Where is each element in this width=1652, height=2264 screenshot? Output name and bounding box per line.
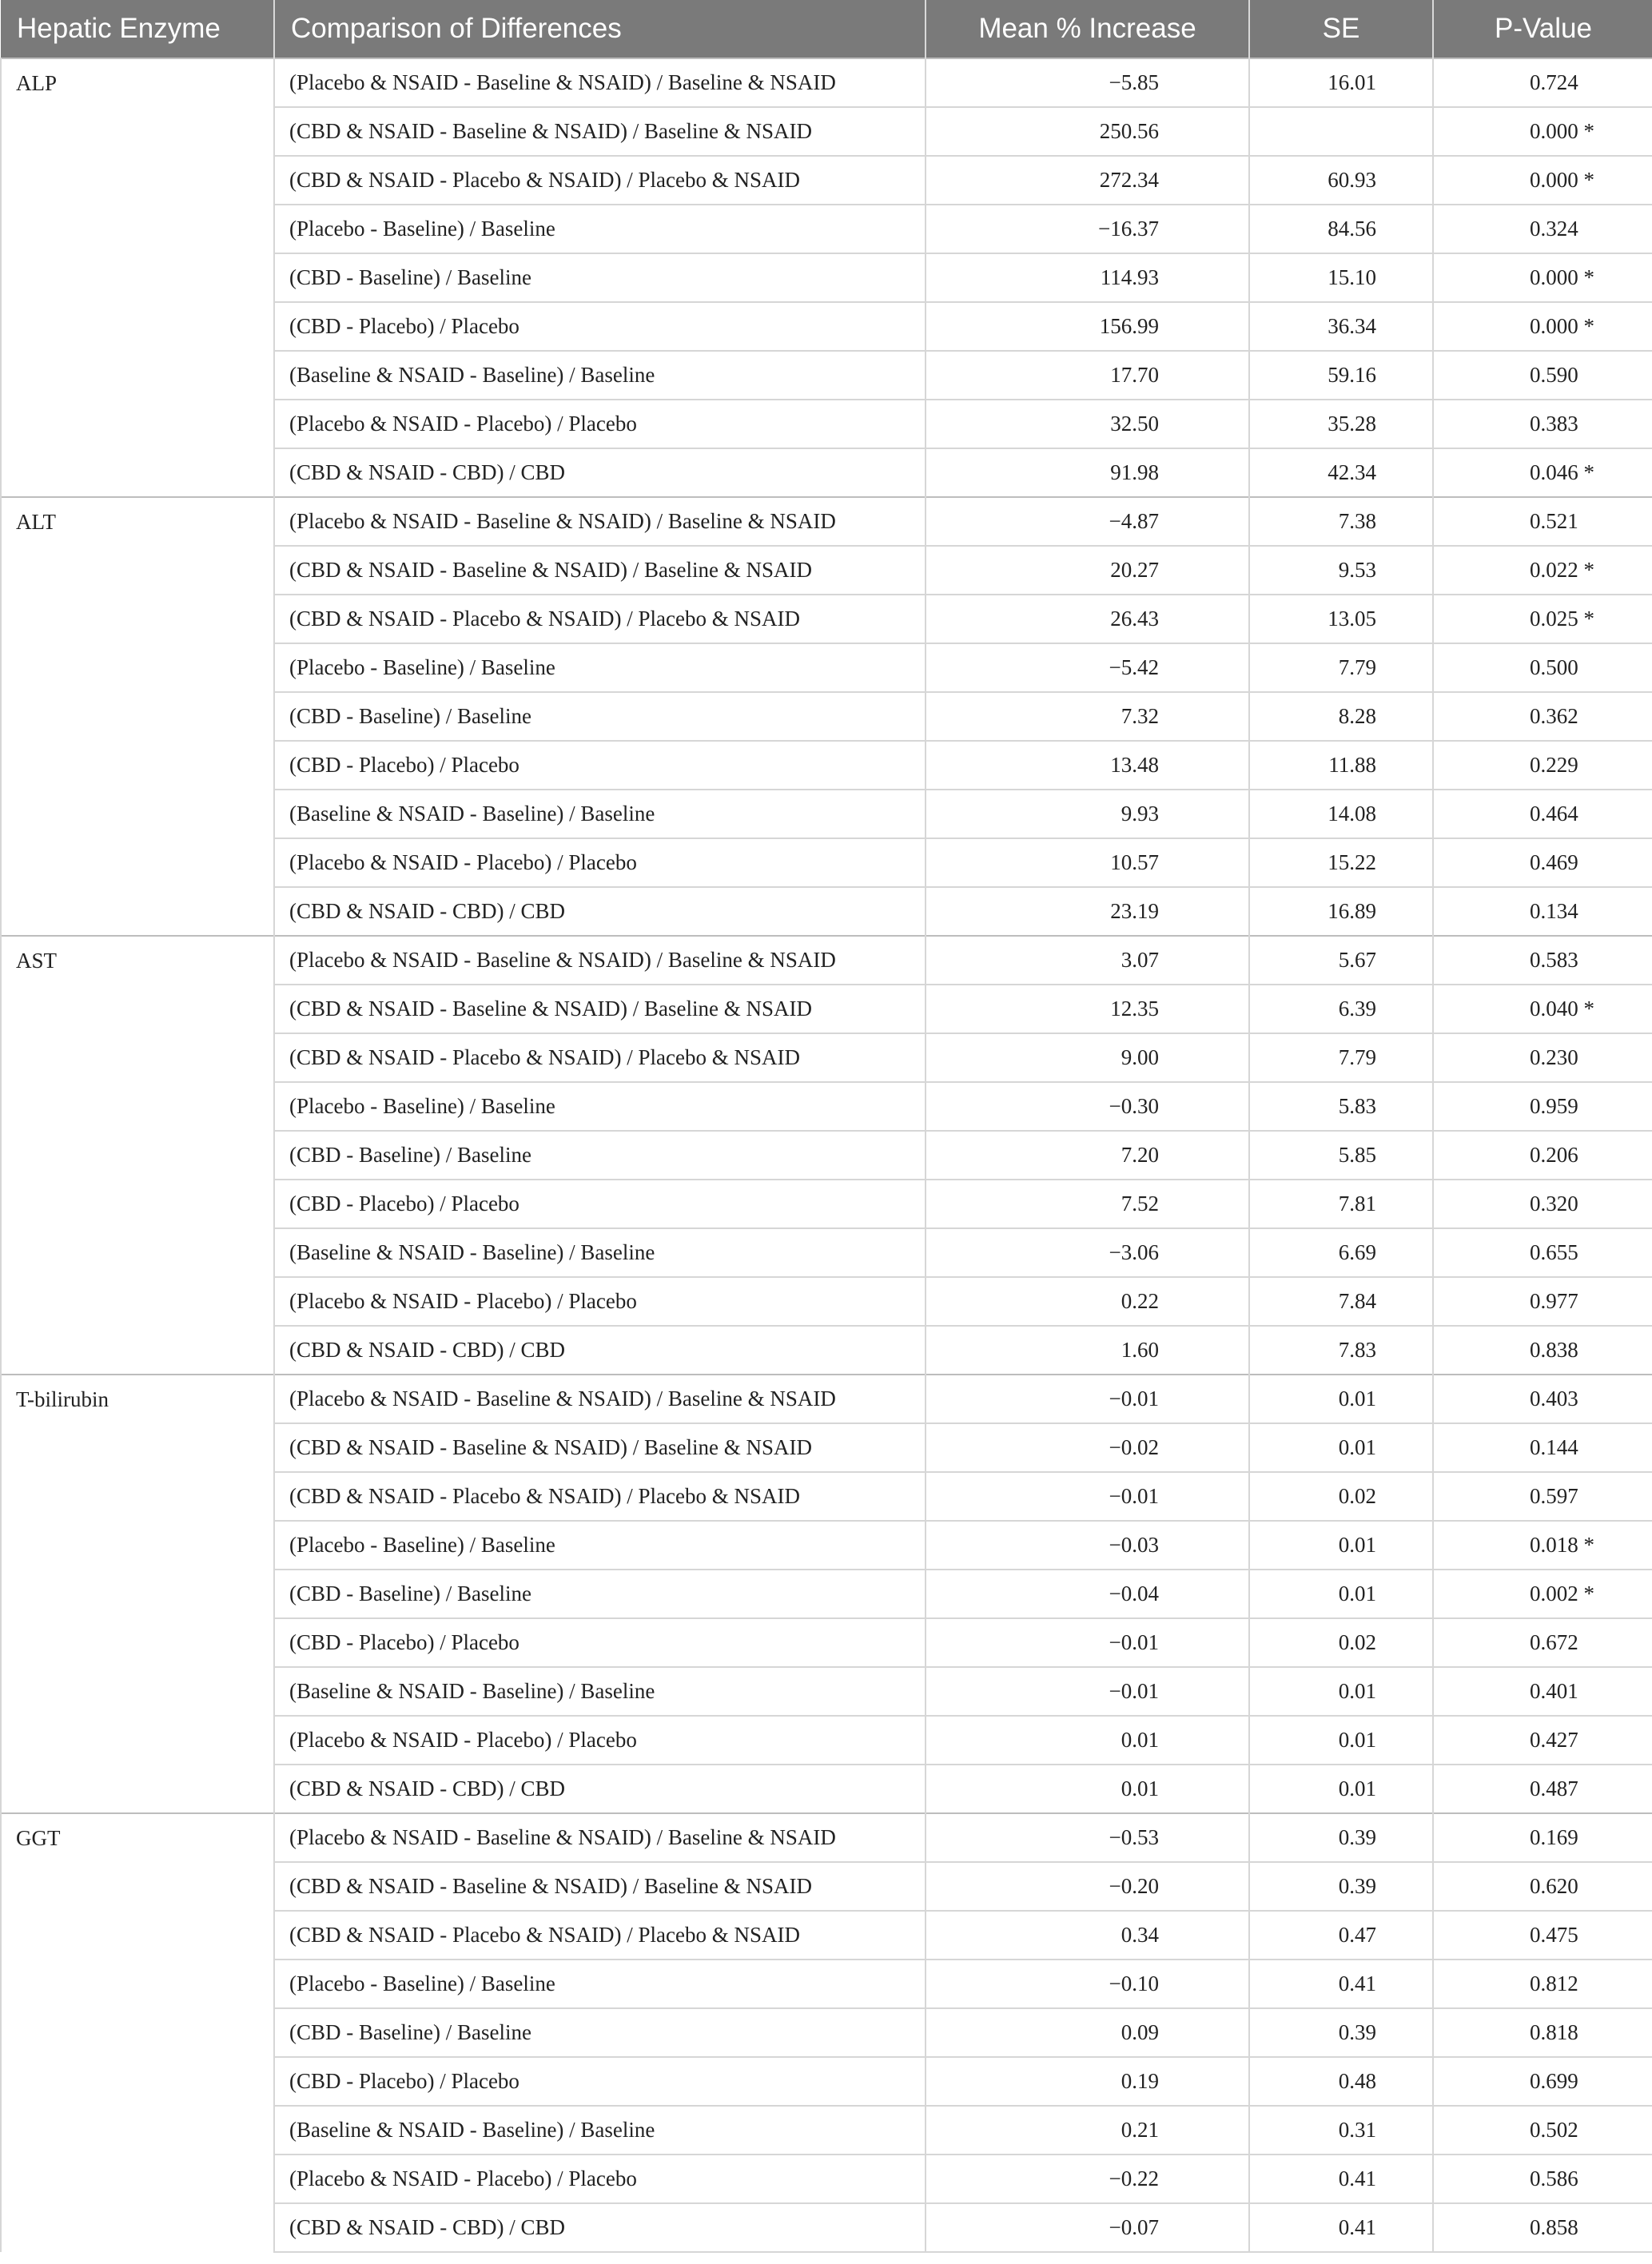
p-value-cell: 0.521 (1433, 497, 1652, 546)
p-value-cell: 0.229 (1433, 741, 1652, 790)
se-cell (1249, 107, 1433, 156)
comparison-cell: (Placebo & NSAID - Placebo) / Placebo (274, 1716, 926, 1765)
se-cell: 0.41 (1249, 1960, 1433, 2008)
p-value-cell: 0.320 (1433, 1180, 1652, 1228)
p-value-cell: 0.620 (1433, 1862, 1652, 1911)
mean-increase-cell: 1.60 (926, 1326, 1249, 1375)
p-value-cell: 0.000 * (1433, 107, 1652, 156)
comparison-cell: (CBD - Baseline) / Baseline (274, 1570, 926, 1618)
header-p-value: P-Value (1495, 13, 1592, 44)
comparison-cell: (Baseline & NSAID - Baseline) / Baseline (274, 2106, 926, 2155)
se-cell: 60.93 (1249, 156, 1433, 205)
comparison-cell: (CBD & NSAID - CBD) / CBD (274, 2203, 926, 2252)
se-cell: 15.22 (1249, 838, 1433, 887)
comparison-cell: (CBD - Baseline) / Baseline (274, 692, 926, 741)
mean-increase-cell: 250.56 (926, 107, 1249, 156)
mean-increase-cell: 20.27 (926, 546, 1249, 595)
p-value-cell: 0.724 (1433, 58, 1652, 107)
se-cell: 14.08 (1249, 790, 1433, 838)
p-value-cell: 0.040 * (1433, 985, 1652, 1033)
se-cell: 0.31 (1249, 2106, 1433, 2155)
mean-increase-cell: 26.43 (926, 595, 1249, 643)
p-value-cell: 0.169 (1433, 1813, 1652, 1862)
mean-increase-cell: 272.34 (926, 156, 1249, 205)
comparison-cell: (CBD - Baseline) / Baseline (274, 1131, 926, 1180)
comparison-cell: (Baseline & NSAID - Baseline) / Baseline (274, 790, 926, 838)
se-cell: 0.39 (1249, 1813, 1433, 1862)
p-value-cell: 0.812 (1433, 1960, 1652, 2008)
p-value-cell: 0.000 * (1433, 302, 1652, 351)
comparison-cell: (CBD & NSAID - Placebo & NSAID) / Placebo & NSAID (274, 1472, 926, 1521)
comparison-cell: (CBD & NSAID - Baseline & NSAID) / Baseline & NSAID (274, 107, 926, 156)
se-cell: 5.67 (1249, 936, 1433, 985)
se-cell: 0.01 (1249, 1521, 1433, 1570)
mean-increase-cell: 7.52 (926, 1180, 1249, 1228)
p-value-cell: 0.230 (1433, 1033, 1652, 1082)
se-cell: 0.39 (1249, 1862, 1433, 1911)
comparison-cell: (CBD - Baseline) / Baseline (274, 2008, 926, 2057)
comparison-cell: (CBD & NSAID - CBD) / CBD (274, 887, 926, 936)
table-row (1, 58, 1652, 107)
comparison-cell: (CBD & NSAID - Placebo & NSAID) / Placebo & NSAID (274, 595, 926, 643)
comparison-cell: (CBD & NSAID - Baseline & NSAID) / Baseline & NSAID (274, 546, 926, 595)
comparison-cell: (CBD & NSAID - CBD) / CBD (274, 1765, 926, 1813)
se-cell: 59.16 (1249, 351, 1433, 400)
comparison-cell: (CBD - Placebo) / Placebo (274, 1180, 926, 1228)
table-row (1, 936, 1652, 985)
se-cell: 0.48 (1249, 2057, 1433, 2106)
se-cell: 9.53 (1249, 546, 1433, 595)
se-cell: 11.88 (1249, 741, 1433, 790)
mean-increase-cell: 13.48 (926, 741, 1249, 790)
table-body (1, 58, 1652, 2252)
mean-increase-cell: 12.35 (926, 985, 1249, 1033)
header-row (1, 0, 1652, 58)
header-se: SE (1249, 0, 1433, 58)
comparison-cell: (CBD & NSAID - CBD) / CBD (274, 1326, 926, 1375)
comparison-cell: (CBD & NSAID - Placebo & NSAID) / Placebo & NSAID (274, 1911, 926, 1960)
mean-increase-cell: 0.19 (926, 2057, 1249, 2106)
p-value-cell: 0.018 * (1433, 1521, 1652, 1570)
p-value-cell: 0.487 (1433, 1765, 1652, 1813)
comparison-cell: (CBD - Placebo) / Placebo (274, 741, 926, 790)
mean-increase-cell: −0.01 (926, 1618, 1249, 1667)
p-value-cell: 0.583 (1433, 936, 1652, 985)
table-header (1, 0, 1652, 58)
comparison-cell: (Placebo - Baseline) / Baseline (274, 643, 926, 692)
mean-increase-cell: −0.01 (926, 1667, 1249, 1716)
enzyme-label: ALP (1, 58, 274, 497)
mean-increase-cell: −0.10 (926, 1960, 1249, 2008)
mean-increase-cell: 23.19 (926, 887, 1249, 936)
comparison-cell: (CBD - Placebo) / Placebo (274, 2057, 926, 2106)
comparison-cell: (Placebo - Baseline) / Baseline (274, 1082, 926, 1131)
mean-increase-cell: 0.22 (926, 1277, 1249, 1326)
comparison-cell: (Placebo - Baseline) / Baseline (274, 1960, 926, 2008)
se-cell: 0.41 (1249, 2155, 1433, 2203)
p-value-cell: 0.475 (1433, 1911, 1652, 1960)
se-cell: 0.02 (1249, 1618, 1433, 1667)
p-value-cell: 0.000 * (1433, 253, 1652, 302)
mean-increase-cell: 32.50 (926, 400, 1249, 448)
p-value-cell: 0.362 (1433, 692, 1652, 741)
p-value-cell: 0.818 (1433, 2008, 1652, 2057)
mean-increase-cell: 17.70 (926, 351, 1249, 400)
mean-increase-cell: −0.02 (926, 1423, 1249, 1472)
p-value-cell: 0.025 * (1433, 595, 1652, 643)
comparison-cell: (Placebo & NSAID - Placebo) / Placebo (274, 2155, 926, 2203)
p-value-cell: 0.000 * (1433, 156, 1652, 205)
comparison-cell: (Placebo & NSAID - Placebo) / Placebo (274, 400, 926, 448)
se-cell: 5.83 (1249, 1082, 1433, 1131)
p-value-cell: 0.427 (1433, 1716, 1652, 1765)
comparison-cell: (CBD & NSAID - Baseline & NSAID) / Baseline & NSAID (274, 1423, 926, 1472)
mean-increase-cell: −16.37 (926, 205, 1249, 253)
p-value-cell: 0.206 (1433, 1131, 1652, 1180)
mean-increase-cell: −0.07 (926, 2203, 1249, 2252)
mean-increase-cell: −5.42 (926, 643, 1249, 692)
se-cell: 0.01 (1249, 1765, 1433, 1813)
se-cell: 16.89 (1249, 887, 1433, 936)
se-cell: 7.79 (1249, 1033, 1433, 1082)
p-value-cell: 0.502 (1433, 2106, 1652, 2155)
se-cell: 7.84 (1249, 1277, 1433, 1326)
se-cell: 84.56 (1249, 205, 1433, 253)
p-value-cell: 0.672 (1433, 1618, 1652, 1667)
mean-increase-cell: 3.07 (926, 936, 1249, 985)
mean-increase-cell: −0.20 (926, 1862, 1249, 1911)
p-value-cell: 0.002 * (1433, 1570, 1652, 1618)
mean-increase-cell: 0.34 (926, 1911, 1249, 1960)
se-cell: 0.41 (1249, 2203, 1433, 2252)
p-value-cell: 0.500 (1433, 643, 1652, 692)
comparison-cell: (CBD & NSAID - CBD) / CBD (274, 448, 926, 497)
se-cell: 6.39 (1249, 985, 1433, 1033)
se-cell: 5.85 (1249, 1131, 1433, 1180)
header-hepatic-enzyme: Hepatic Enzyme (1, 0, 274, 58)
p-value-cell: 0.134 (1433, 887, 1652, 936)
p-value-cell: 0.324 (1433, 205, 1652, 253)
comparison-cell: (Placebo - Baseline) / Baseline (274, 1521, 926, 1570)
comparison-cell: (Placebo & NSAID - Placebo) / Placebo (274, 838, 926, 887)
header-comparison: Comparison of Differences (274, 0, 926, 58)
mean-increase-cell: −0.30 (926, 1082, 1249, 1131)
se-cell: 7.81 (1249, 1180, 1433, 1228)
mean-increase-cell: −4.87 (926, 497, 1249, 546)
mean-increase-cell: 7.20 (926, 1131, 1249, 1180)
mean-increase-cell: −0.22 (926, 2155, 1249, 2203)
enzyme-label: AST (1, 936, 274, 1375)
se-cell: 0.01 (1249, 1716, 1433, 1765)
comparison-cell: (CBD & NSAID - Placebo & NSAID) / Placebo & NSAID (274, 156, 926, 205)
p-value-cell: 0.858 (1433, 2203, 1652, 2252)
p-value-cell: 0.401 (1433, 1667, 1652, 1716)
comparison-cell: (CBD & NSAID - Baseline & NSAID) / Baseline & NSAID (274, 1862, 926, 1911)
se-cell: 42.34 (1249, 448, 1433, 497)
comparison-cell: (Placebo - Baseline) / Baseline (274, 205, 926, 253)
se-cell: 7.38 (1249, 497, 1433, 546)
se-cell: 35.28 (1249, 400, 1433, 448)
comparison-cell: (Placebo & NSAID - Baseline & NSAID) / Baseline & NSAID (274, 497, 926, 546)
se-cell: 0.01 (1249, 1375, 1433, 1423)
se-cell: 0.01 (1249, 1667, 1433, 1716)
p-value-cell: 0.383 (1433, 400, 1652, 448)
se-cell: 6.69 (1249, 1228, 1433, 1277)
se-cell: 0.02 (1249, 1472, 1433, 1521)
se-cell: 7.83 (1249, 1326, 1433, 1375)
mean-increase-cell: −5.85 (926, 58, 1249, 107)
se-cell: 0.01 (1249, 1570, 1433, 1618)
se-cell: 0.01 (1249, 1423, 1433, 1472)
p-value-cell: 0.597 (1433, 1472, 1652, 1521)
table-row (1, 497, 1652, 546)
comparison-cell: (CBD & NSAID - Placebo & NSAID) / Placebo & NSAID (274, 1033, 926, 1082)
table-row (1, 1375, 1652, 1423)
comparison-cell: (Baseline & NSAID - Baseline) / Baseline (274, 1667, 926, 1716)
enzyme-label: ALT (1, 497, 274, 936)
mean-increase-cell: 7.32 (926, 692, 1249, 741)
comparison-cell: (Baseline & NSAID - Baseline) / Baseline (274, 351, 926, 400)
mean-increase-cell: 9.93 (926, 790, 1249, 838)
mean-increase-cell: 0.01 (926, 1765, 1249, 1813)
p-value-cell: 0.838 (1433, 1326, 1652, 1375)
se-cell: 7.79 (1249, 643, 1433, 692)
se-cell: 36.34 (1249, 302, 1433, 351)
p-value-cell: 0.655 (1433, 1228, 1652, 1277)
comparison-cell: (CBD - Placebo) / Placebo (274, 302, 926, 351)
comparison-cell: (Placebo & NSAID - Baseline & NSAID) / Baseline & NSAID (274, 1375, 926, 1423)
comparison-cell: (CBD & NSAID - Baseline & NSAID) / Baseline & NSAID (274, 985, 926, 1033)
mean-increase-cell: 114.93 (926, 253, 1249, 302)
p-value-cell: 0.046 * (1433, 448, 1652, 497)
p-value-cell: 0.144 (1433, 1423, 1652, 1472)
comparison-cell: (Baseline & NSAID - Baseline) / Baseline (274, 1228, 926, 1277)
se-cell: 0.47 (1249, 1911, 1433, 1960)
mean-increase-cell: −3.06 (926, 1228, 1249, 1277)
mean-increase-cell: 9.00 (926, 1033, 1249, 1082)
table-row (1, 1813, 1652, 1862)
enzyme-label: T-bilirubin (1, 1375, 274, 1813)
se-cell: 8.28 (1249, 692, 1433, 741)
comparison-cell: (CBD - Placebo) / Placebo (274, 1618, 926, 1667)
mean-increase-cell: −0.03 (926, 1521, 1249, 1570)
p-value-cell: 0.586 (1433, 2155, 1652, 2203)
mean-increase-cell: 156.99 (926, 302, 1249, 351)
mean-increase-cell: −0.01 (926, 1375, 1249, 1423)
se-cell: 0.39 (1249, 2008, 1433, 2057)
p-value-cell: 0.699 (1433, 2057, 1652, 2106)
p-value-cell: 0.977 (1433, 1277, 1652, 1326)
mean-increase-cell: −0.04 (926, 1570, 1249, 1618)
se-cell: 15.10 (1249, 253, 1433, 302)
p-value-cell: 0.464 (1433, 790, 1652, 838)
mean-increase-cell: 10.57 (926, 838, 1249, 887)
comparison-cell: (Placebo & NSAID - Baseline & NSAID) / Baseline & NSAID (274, 1813, 926, 1862)
mean-increase-cell: 0.01 (926, 1716, 1249, 1765)
se-cell: 16.01 (1249, 58, 1433, 107)
p-value-cell: 0.959 (1433, 1082, 1652, 1131)
mean-increase-cell: −0.01 (926, 1472, 1249, 1521)
mean-increase-cell: 0.21 (926, 2106, 1249, 2155)
enzyme-label: GGT (1, 1813, 274, 2252)
mean-increase-cell: −0.53 (926, 1813, 1249, 1862)
comparison-cell: (Placebo & NSAID - Baseline & NSAID) / Baseline & NSAID (274, 936, 926, 985)
header-mean-increase: Mean % Increase (926, 0, 1249, 58)
mean-increase-cell: 91.98 (926, 448, 1249, 497)
p-value-cell: 0.469 (1433, 838, 1652, 887)
se-cell: 13.05 (1249, 595, 1433, 643)
comparison-cell: (Placebo & NSAID - Placebo) / Placebo (274, 1277, 926, 1326)
p-value-cell: 0.590 (1433, 351, 1652, 400)
comparison-cell: (CBD - Baseline) / Baseline (274, 253, 926, 302)
p-value-cell: 0.403 (1433, 1375, 1652, 1423)
mean-increase-cell: 0.09 (926, 2008, 1249, 2057)
comparison-cell: (Placebo & NSAID - Baseline & NSAID) / Baseline & NSAID (274, 58, 926, 107)
p-value-cell: 0.022 * (1433, 546, 1652, 595)
